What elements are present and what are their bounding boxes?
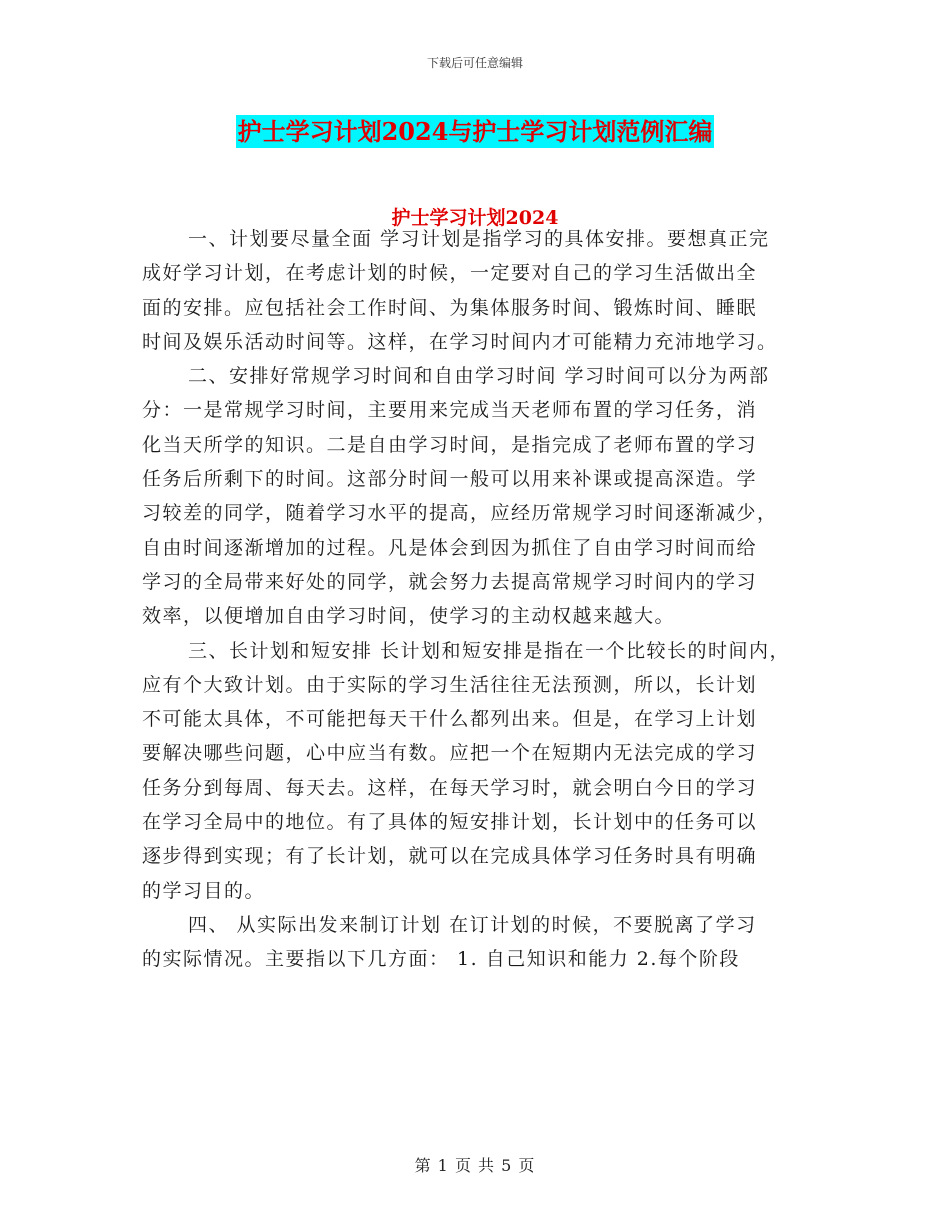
page-footer: 第 1 页 共 5 页 [414, 1156, 536, 1175]
text-line: 面的安排。应包括社会工作时间、为集体服务时间、锻炼时间、睡眠 [142, 296, 758, 319]
document-title [0, 112, 950, 147]
section-title: 护士学习计划2024 [391, 207, 559, 229]
text-line: 不可能太具体，不可能把每天干什么都列出来。但是，在学习上计划 [142, 708, 758, 731]
text-line: 自由时间逐渐增加的过程。凡是体会到因为抓住了自由学习时间而给 [142, 536, 758, 559]
text-line: 一、计划要尽量全面 学习计划是指学习的具体安排。要想真正完 [188, 228, 770, 250]
text-line: 效率，以便增加自由学习时间，使学习的主动权越来越大。 [142, 605, 676, 628]
text-line: 成好学习计划，在考虑计划的时候，一定要对自己的学习生活做出全 [142, 262, 758, 285]
text-line: 逐步得到实现；有了长计划，就可以在完成具体学习任务时具有明确 [142, 845, 758, 868]
text-line: 任务分到每周、每天去。这样，在每天学习时，就会明白今日的学习 [142, 776, 758, 799]
text-line: 任务后所剩下的时间。这部分时间一般可以用来补课或提高深造。学 [142, 468, 758, 491]
text-line: 时间及娱乐活动时间等。这样，在学习时间内才可能精力充沛地学习。 [142, 330, 778, 353]
text-line: 应有个大致计划。由于实际的学习生活往往无法预测，所以，长计划 [142, 673, 758, 696]
body-text [142, 222, 842, 977]
text-line: 化当天所学的知识。二是自由学习时间，是指完成了老师布置的学习 [142, 433, 758, 456]
document-title-text: 护士学习计划2024与护士学习计划范例汇编 [237, 117, 713, 146]
header-note: 下载后可任意编辑 [426, 56, 523, 70]
text-line: 的学习目的。 [142, 879, 266, 902]
text-line: 四、 从实际出发来制订计划 在订计划的时候，不要脱离了学习 [188, 913, 757, 936]
text-line: 习较差的同学，随着学习水平的提高，应经历常规学习时间逐渐减少， [142, 502, 778, 525]
text-line: 的实际情况。主要指以下几方面： 1. 自己知识和能力 2.每个阶段 [142, 948, 740, 971]
text-line: 在学习全局中的地位。有了具体的短安排计划，长计划中的任务可以 [142, 811, 758, 834]
text-line: 二、安排好常规学习时间和自由学习时间 学习时间可以分为两部 [188, 365, 770, 388]
text-line: 三、长计划和短安排 长计划和短安排是指在一个比较长的时间内， [188, 639, 791, 662]
text-line: 学习的全局带来好处的同学，就会努力去提高常规学习时间内的学习 [142, 570, 758, 593]
text-line: 要解决哪些问题，心中应当有数。应把一个在短期内无法完成的学习 [142, 742, 758, 765]
text-line: 分：一是常规学习时间，主要用来完成当天老师布置的学习任务，消 [142, 399, 758, 422]
